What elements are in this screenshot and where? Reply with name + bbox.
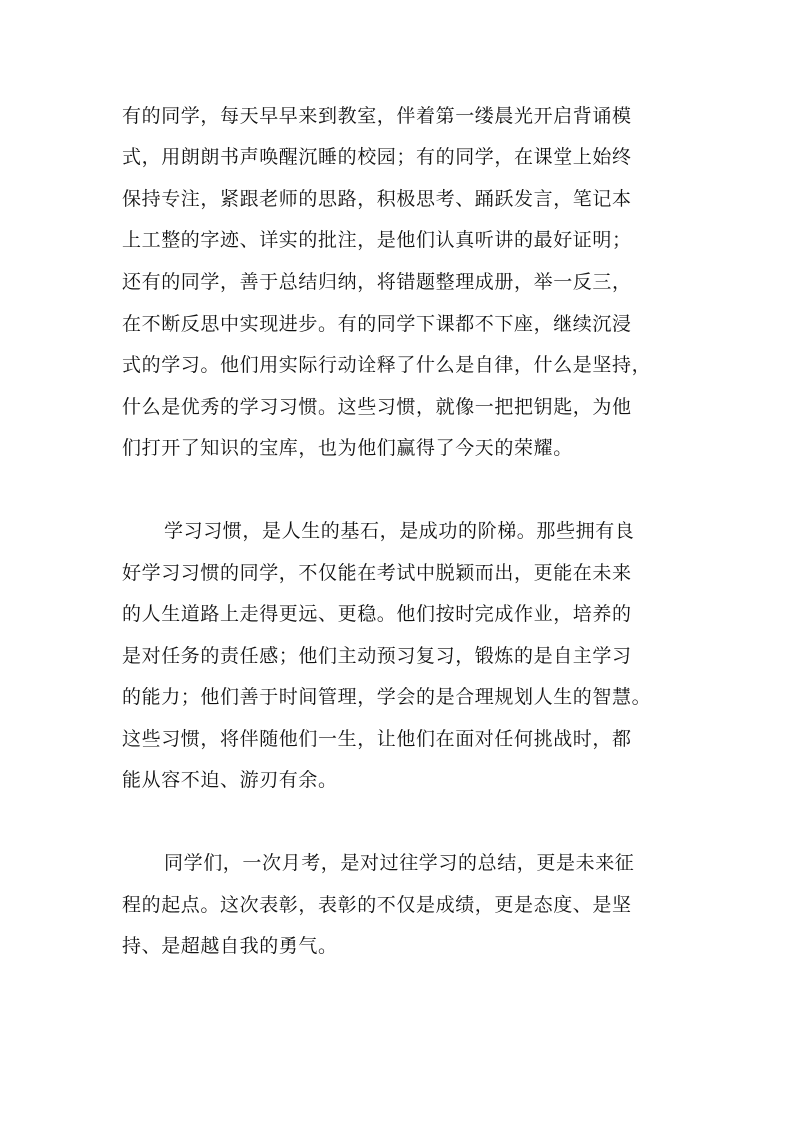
text-line: 们打开了知识的宝库，也为他们赢得了今天的荣耀。 [122,437,573,459]
text-line: 程的起点。这次表彰，表彰的不仅是成绩，更是态度、是坚 [122,894,632,916]
text-line: 什么是优秀的学习习惯。这些习惯，就像一把把钥匙，为他 [122,396,632,418]
text-line: 同学们，一次月考，是对过往学习的总结，更是未来征 [164,852,635,874]
text-line: 学习习惯，是人生的基石，是成功的阶梯。那些拥有良 [164,520,635,542]
text-line: 有的同学，每天早早来到教室，伴着第一缕晨光开启背诵模 [122,105,632,127]
text-line: 的能力；他们善于时间管理，学会的是合理规划人生的智慧。 [122,686,652,708]
text-line: 式的学习。他们用实际行动诠释了什么是自律，什么是坚持， [122,354,652,376]
text-line: 是对任务的责任感；他们主动预习复习，锻炼的是自主学习 [122,645,632,667]
text-line: 上工整的字迹、详实的批注，是他们认真听讲的最好证明； [122,229,632,251]
text-line: 保持专注，紧跟老师的思路，积极思考、踊跃发言，笔记本 [122,188,632,210]
text-line: 好学习习惯的同学，不仅能在考试中脱颖而出，更能在未来 [122,562,632,584]
text-line: 还有的同学，善于总结归纳，将错题整理成册，举一反三， [122,271,632,293]
text-line: 这些习惯，将伴随他们一生，让他们在面对任何挑战时，都 [122,728,632,750]
text-line: 在不断反思中实现进步。有的同学下课都不下座，继续沉浸 [122,313,632,335]
text-line: 持、是超越自我的勇气。 [122,935,338,957]
text-line: 的人生道路上走得更远、更稳。他们按时完成作业，培养的 [122,603,632,625]
text-line: 式，用朗朗书声唤醒沉睡的校园；有的同学，在课堂上始终 [122,146,632,168]
text-line: 能从容不迫、游刃有余。 [122,769,338,791]
